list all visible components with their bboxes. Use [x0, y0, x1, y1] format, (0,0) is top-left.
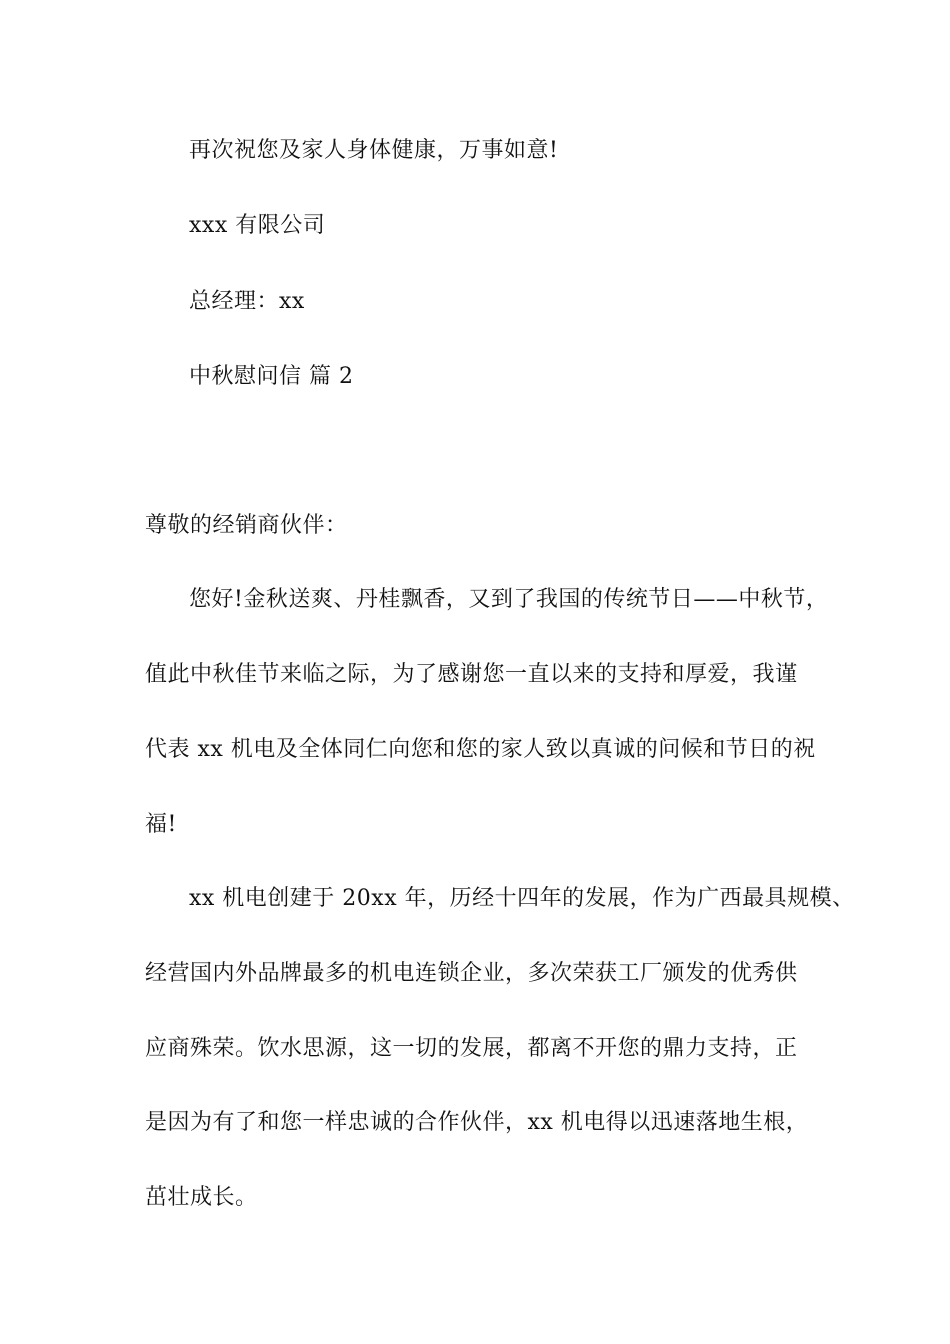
paragraph-2-line-3: 应商殊荣。饮水思源，这一切的发展，都离不开您的鼎力支持，正 — [145, 1036, 798, 1061]
paragraph-1-line-2: 值此中秋佳节来临之际，为了感谢您一直以来的支持和厚爱，我谨 — [145, 662, 798, 687]
company-name-line: xxx 有限公司 — [189, 213, 326, 238]
paragraph-2-line-1: xx 机电创建于 20xx 年，历经十四年的发展，作为广西最具规模、 — [189, 886, 855, 911]
section-heading: 中秋慰问信 篇 2 — [189, 364, 354, 389]
paragraph-2-line-2: 经营国内外品牌最多的机电连锁企业，多次荣获工厂颁发的优秀供 — [145, 961, 798, 986]
paragraph-1-line-3: 代表 xx 机电及全体同仁向您和您的家人致以真诚的问候和节日的祝 — [145, 737, 816, 762]
signatory-line: 总经理：xx — [189, 289, 305, 314]
salutation-line: 尊敬的经销商伙伴： — [145, 513, 348, 538]
closing-wish-line: 再次祝您及家人身体健康，万事如意! — [189, 138, 559, 163]
paragraph-2-line-5: 茁壮成长。 — [145, 1185, 258, 1210]
paragraph-1-line-4: 福! — [145, 812, 177, 837]
paragraph-2-line-4: 是因为有了和您一样忠诚的合作伙伴，xx 机电得以迅速落地生根， — [145, 1110, 809, 1135]
paragraph-1-line-1: 您好!金秋送爽、丹桂飘香，又到了我国的传统节日——中秋节， — [189, 587, 829, 612]
